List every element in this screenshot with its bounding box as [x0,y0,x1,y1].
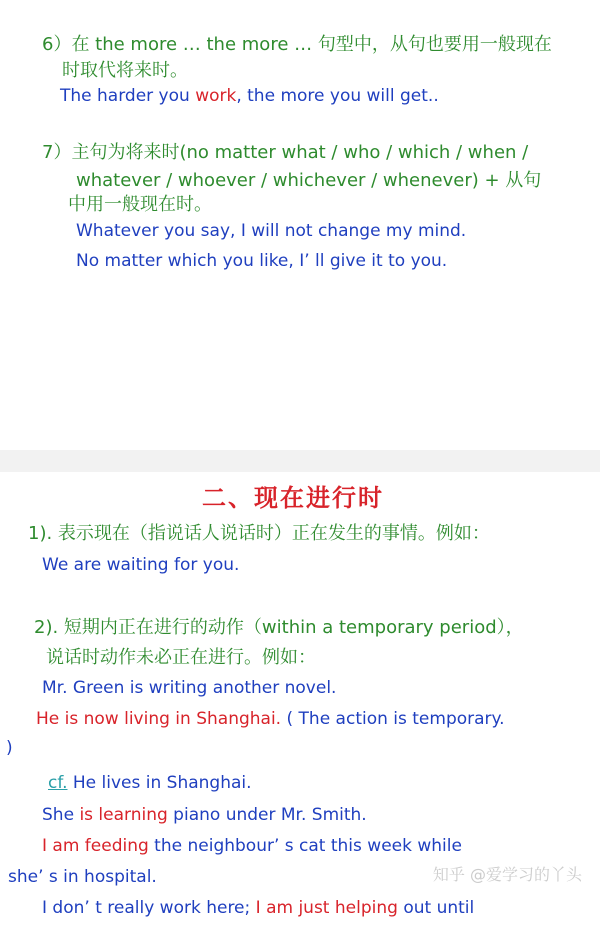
rule6-example-verb: work [195,86,237,106]
rule6-line1: 6）在 the more … the more … 句型中，从句也要用一般现在 [42,34,552,55]
point2-example5 [42,900,474,917]
point2-example4 [42,838,462,855]
point2-example2-close: ) [6,738,13,758]
notes-panel-top [0,0,600,450]
rule6-example-post: , the more you will get.. [236,86,439,106]
cf-text: He lives in Shanghai. [67,773,252,793]
point2-example2-note: ( The action is temporary. [281,709,505,729]
cf-label: cf. [48,773,68,793]
rule6-example [60,88,439,105]
point2-example3-red: is learning [79,805,168,825]
point2-example5-red: I am just helping [255,898,398,918]
cf-line [48,775,252,792]
point2-example2-red: He is now living in Shanghai. [36,709,282,729]
notes-panel-bottom [0,472,600,925]
point2-line1: 2). 短期内正在进行的动作（within a temporary period）， [34,617,524,638]
watermark: 知乎 @爱学习的丫头 [432,865,582,884]
rule7-example2: No matter which you like, I’ ll give it to you. [76,251,448,271]
rule7-line1: 7）主句为将来时(no matter what / who / which / when / [42,142,529,163]
rule6-example-pre: The harder you [60,86,196,106]
point2-example3-a: She [42,805,80,825]
point2-example5-b: out until [397,898,475,918]
point2-example4-red: I am feeding [42,836,149,856]
point2-example3-b: piano under Mr. Smith. [167,805,367,825]
point2-example3 [42,807,367,824]
point2-example5-a: I don’ t really work here; [42,898,256,918]
point1-label: 1). 表示现在（指说话人说话时）正在发生的事情。例如： [28,523,490,544]
rule7-example1: Whatever you say, I will not change my mind. [76,221,467,241]
point2-example2 [36,711,505,728]
section-divider [0,450,600,472]
section-title: 二、现在进行时 [202,484,384,512]
rule7-line3: 中用一般现在时。 [68,194,212,215]
point2-line2: 说话时动作未必正在进行。例如： [46,647,316,668]
point2-example4-b: the neighbour’ s cat this week while [148,836,462,856]
rule6-line2: 时取代将来时。 [62,60,188,81]
point2-example1: Mr. Green is writing another novel. [42,678,337,698]
rule7-line2: whatever / whoever / whichever / whenever) + 从句 [76,170,542,191]
point2-example4-cont: she’ s in hospital. [8,867,157,887]
point1-example: We are waiting for you. [42,555,240,575]
